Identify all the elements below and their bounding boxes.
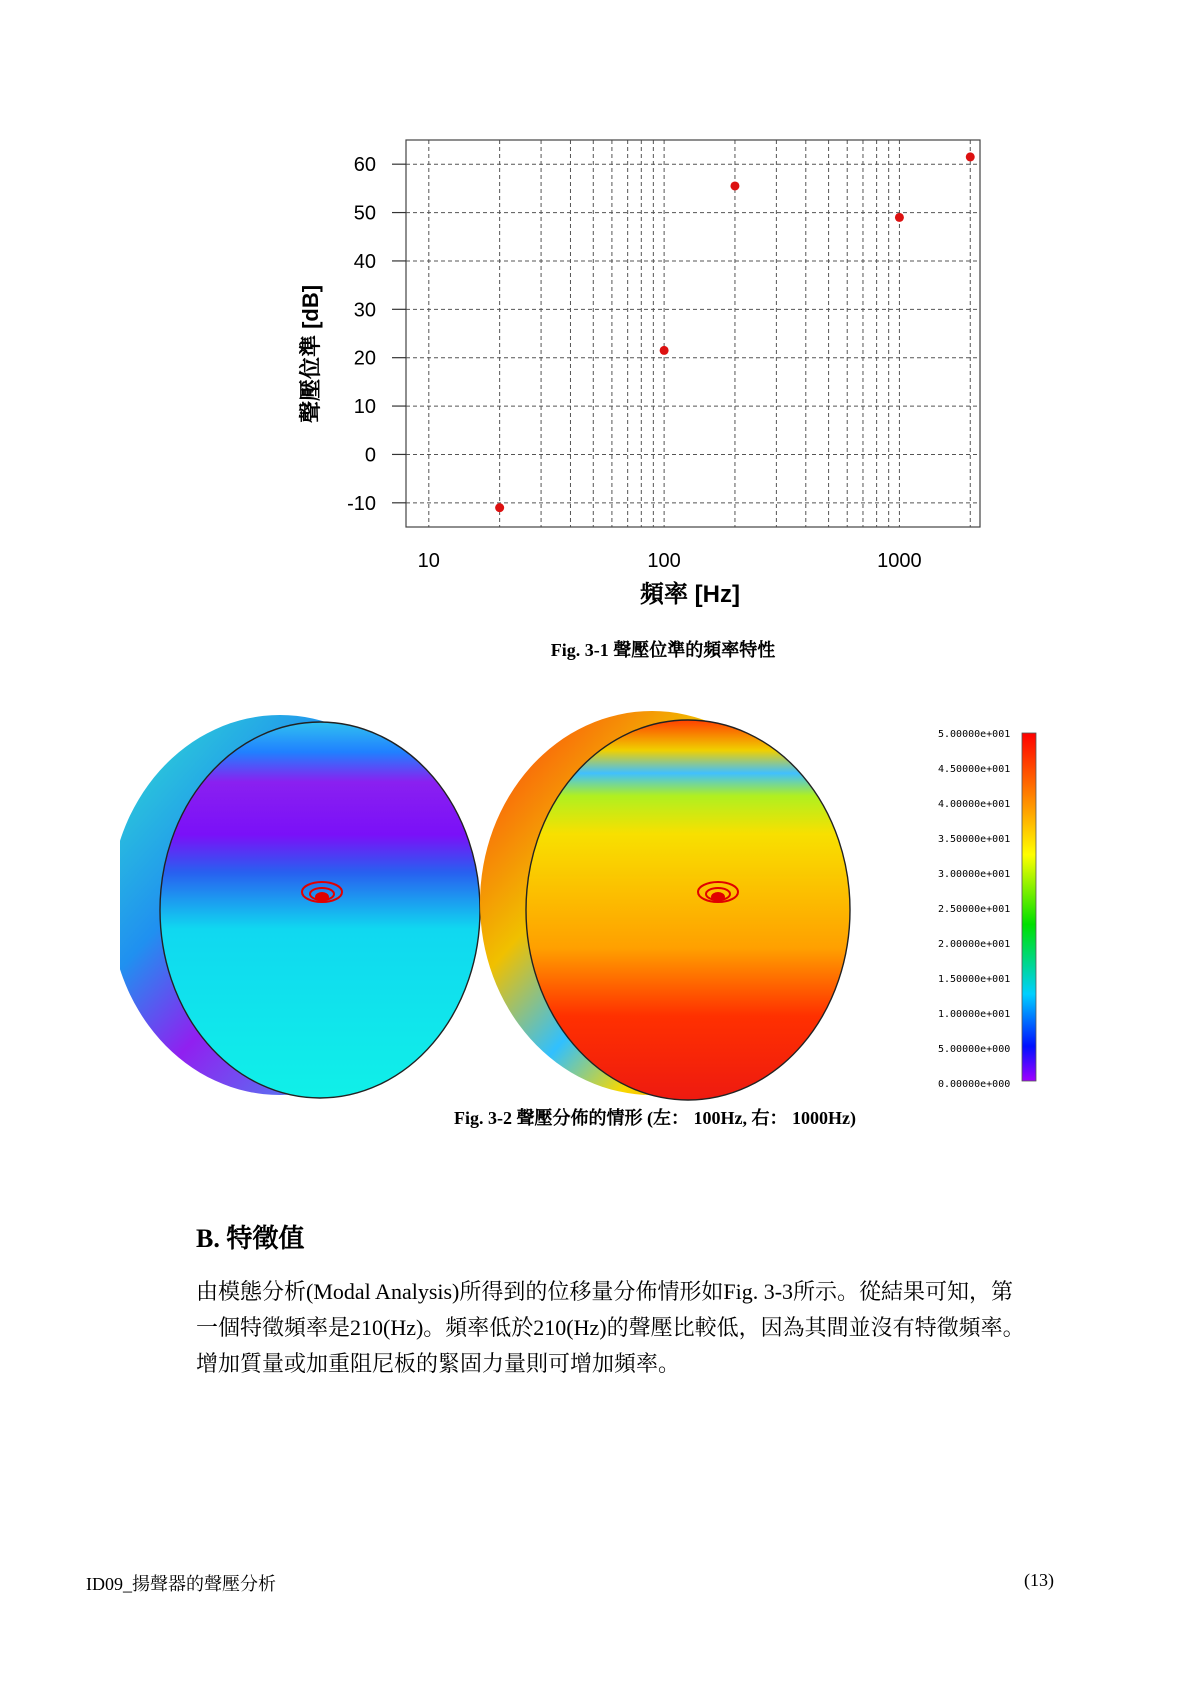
section-paragraph: [196, 1274, 1116, 1382]
colorbar-label: 3.50000e+001: [938, 834, 1011, 845]
data-point: [966, 152, 975, 161]
y-tick-label: 10: [353, 396, 376, 419]
y-axis-label: 聲壓位準 [dB]: [298, 284, 323, 424]
colorbar-label: 4.50000e+001: [938, 764, 1011, 775]
y-tick-label: 20: [353, 347, 376, 370]
pressure-distribution-figure: [120, 705, 1060, 1105]
y-tick-label: 40: [353, 250, 376, 273]
paragraph-line: 增加質量或加重阻尼板的緊固力量則可增加頻率。: [196, 1351, 681, 1376]
colorbar-label: 5.00000e+001: [938, 729, 1011, 740]
sound-pressure-chart: [0, 0, 1190, 640]
colorbar-label: 1.50000e+001: [938, 974, 1011, 985]
figure-2-caption: Fig. 3-2 聲壓分佈的情形 (左： 100Hz, 右： 1000Hz): [454, 1108, 856, 1128]
footer-doc-title: ID09_揚聲器的聲壓分析: [86, 1574, 276, 1594]
colorbar-label: 3.00000e+001: [938, 869, 1011, 880]
colorbar-label: 1.00000e+001: [938, 1009, 1011, 1020]
x-axis-label: 頻率 [Hz]: [640, 581, 740, 608]
figure-1-caption: Fig. 3-1 聲壓位準的頻率特性: [550, 640, 776, 660]
color-scale-bar: [1022, 733, 1036, 1081]
paragraph-line: 由模態分析(Modal Analysis)所得到的位移量分佈情形如Fig. 3-3所示。從結果可知，第: [196, 1279, 1014, 1304]
data-point: [660, 346, 669, 355]
data-point: [895, 213, 904, 222]
data-point: [495, 503, 504, 512]
section-heading: B. 特徵值: [196, 1224, 305, 1253]
plot-frame: [406, 140, 980, 527]
colorbar-label: 0.00000e+000: [938, 1079, 1011, 1090]
y-tick-label: 30: [353, 299, 376, 322]
x-tick-label: 10: [417, 550, 440, 572]
footer-page-number: (13): [1024, 1570, 1054, 1590]
colorbar-label: 4.00000e+001: [938, 799, 1011, 810]
y-tick-label: 0: [364, 444, 376, 467]
render-1000hz: [480, 711, 850, 1100]
paragraph-line: 一個特徵頻率是210(Hz)。頻率低於210(Hz)的聲壓比較低，因為其間並沒有特徵頻率。: [196, 1315, 1025, 1340]
y-tick-label: 60: [353, 154, 376, 177]
x-tick-label: 1000: [877, 550, 922, 572]
colorbar-label: 2.00000e+001: [938, 939, 1011, 950]
colorbar-label: 2.50000e+001: [938, 904, 1011, 915]
x-tick-label: 100: [647, 550, 681, 572]
y-tick-label: 50: [353, 202, 376, 225]
y-tick-label: -10: [347, 492, 376, 515]
colorbar-label: 5.00000e+000: [938, 1044, 1011, 1055]
data-point: [730, 181, 739, 190]
render-100hz: [120, 715, 480, 1098]
chart-grid: [406, 140, 980, 527]
